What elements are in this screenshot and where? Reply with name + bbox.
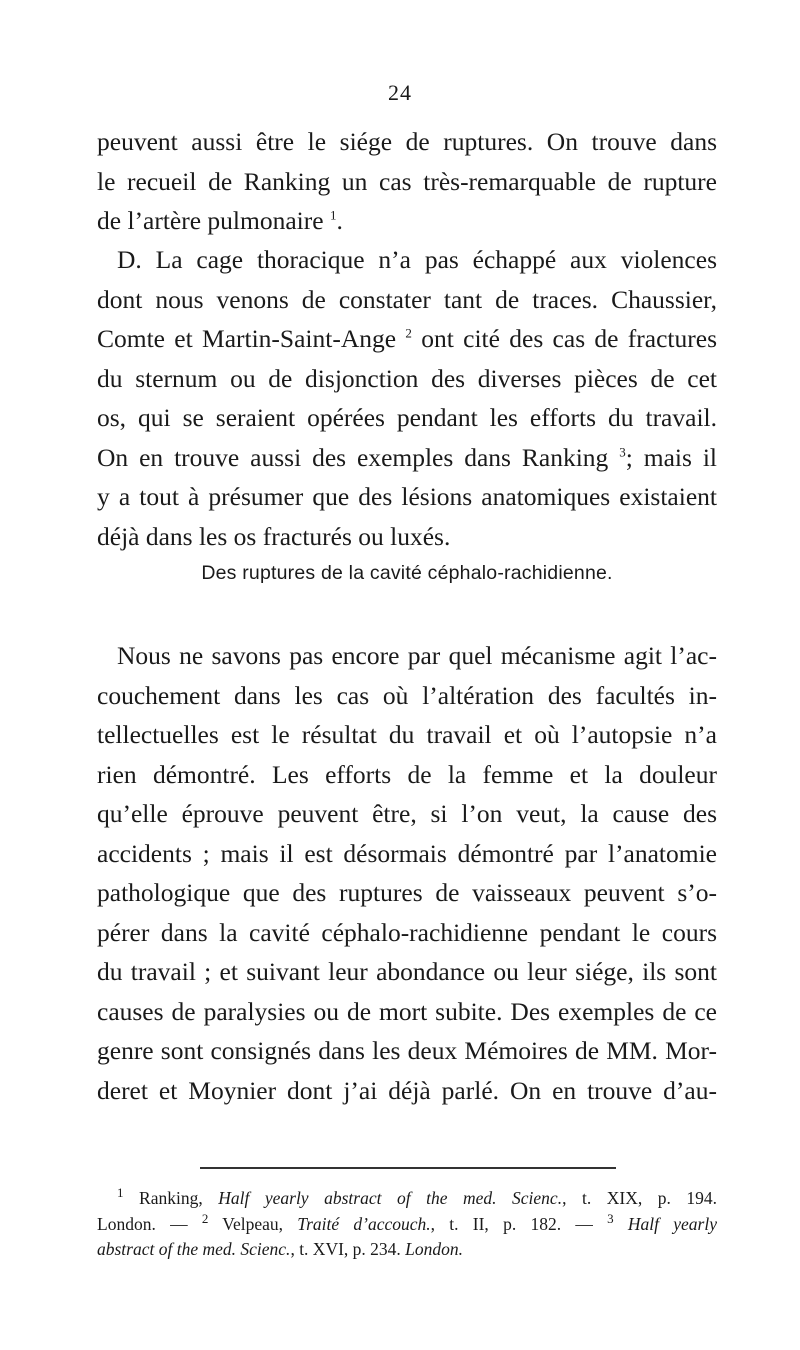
footnote-ref: 1 bbox=[329, 207, 337, 223]
text-line: déjà dans les os fracturés ou luxés. bbox=[97, 521, 451, 551]
text-line: genre sont consignés dans les deux Mémoires de MM. Mor- bbox=[97, 1036, 717, 1065]
footnote-line bbox=[97, 1186, 717, 1212]
text-line: pérer dans la cavité céphalo-rachidienne pendant le cours bbox=[97, 917, 717, 947]
paragraph-continuation bbox=[97, 122, 717, 241]
text-segment: Comte et Martin-Saint-Ange bbox=[97, 324, 397, 353]
footnote-number: 2 bbox=[201, 1210, 209, 1226]
text-line: rien démontré. Les efforts de la femme et la douleur bbox=[97, 759, 717, 789]
footnote-ref: 2 bbox=[405, 325, 412, 341]
footnote-author: Ranking, bbox=[123, 1188, 219, 1208]
text-segment: ont cité des cas de fractures bbox=[411, 324, 717, 353]
text-line: D. La cage thoracique n’a pas échappé aux violences bbox=[117, 245, 717, 274]
text-line: peuvent aussi être le siége de ruptures. On trouve dans bbox=[97, 127, 717, 156]
footnote-title: Half yearly bbox=[613, 1213, 717, 1234]
footnote-line bbox=[97, 1212, 717, 1238]
text-line: Nous ne savons pas encore par quel mécanisme agit l’ac- bbox=[117, 641, 717, 670]
text-line: os, qui se seraient opérées pendant les efforts du travail. bbox=[97, 403, 717, 432]
section-heading: Des ruptures de la cavité céphalo-rachidienne. bbox=[201, 562, 613, 584]
footnote-text: , t. XIX, p. 194. bbox=[562, 1188, 718, 1208]
text-line: tellectuelles est le résultat du travail et où l’autopsie n’a bbox=[97, 720, 717, 749]
page-number: 24 bbox=[388, 80, 412, 105]
footnote-line bbox=[97, 1237, 717, 1263]
footnote-author: Velpeau, bbox=[208, 1213, 298, 1234]
text-line: qu’elle éprouve peuvent être, si l’on veut, la cause des bbox=[97, 799, 717, 828]
text-segment: . bbox=[336, 206, 343, 235]
footnote-divider bbox=[200, 1167, 616, 1169]
text-line: du sternum ou de disjonction des diverses pièces de cet bbox=[97, 363, 717, 393]
text-line: causes de paralysies ou de mort subite. Des exemples de ce bbox=[97, 996, 717, 1026]
text-line: accidents ; mais il est désormais démontré par l’anatomie bbox=[97, 838, 717, 868]
text-line: couchement dans les cas où l’altération des facultés in- bbox=[97, 680, 717, 710]
text-segment: On en trouve aussi des exemples dans Ranking bbox=[97, 442, 609, 472]
text-line bbox=[97, 438, 717, 478]
footnotes bbox=[97, 1186, 717, 1263]
text-line: dont nous venons de constater tant de traces. Chaussier, bbox=[97, 284, 717, 314]
footnote-city: London. bbox=[405, 1239, 464, 1259]
footnote-title: abstract of the med. Scienc. bbox=[97, 1239, 291, 1259]
footnote-title: Traité d’accouch. bbox=[297, 1213, 431, 1234]
text-line bbox=[97, 319, 717, 359]
footnote-text: London. — bbox=[97, 1213, 202, 1234]
paragraph-thorax bbox=[97, 240, 717, 556]
footnote-text: , t. XVI, p. 234. bbox=[290, 1239, 406, 1259]
text-line: pathologique que des ruptures de vaisseaux peuvent s’o- bbox=[97, 878, 717, 907]
footnote-number: 1 bbox=[117, 1185, 124, 1201]
text-line bbox=[97, 201, 717, 241]
footnote-text: , t. II, p. 182. — bbox=[430, 1213, 608, 1234]
text-line: deret et Moynier dont j’ai déjà parlé. On en trouve d’au- bbox=[97, 1075, 717, 1105]
text-segment: ; mais il bbox=[625, 442, 717, 472]
text-line: du travail ; et suivant leur abondance ou leur siége, ils sont bbox=[97, 957, 717, 986]
paragraph-cavity bbox=[97, 636, 717, 1110]
footnote-number: 3 bbox=[607, 1210, 614, 1226]
text-line: y a tout à présumer que des lésions anatomiques existaient bbox=[97, 482, 717, 511]
footnote-ref: 3 bbox=[619, 444, 626, 459]
text-segment: de l’artère pulmonaire bbox=[97, 206, 324, 235]
footnote-title: Half yearly abstract of the med. Scienc. bbox=[218, 1188, 563, 1208]
text-line: le recueil de Ranking un cas très-remarquable de rupture bbox=[97, 166, 717, 196]
